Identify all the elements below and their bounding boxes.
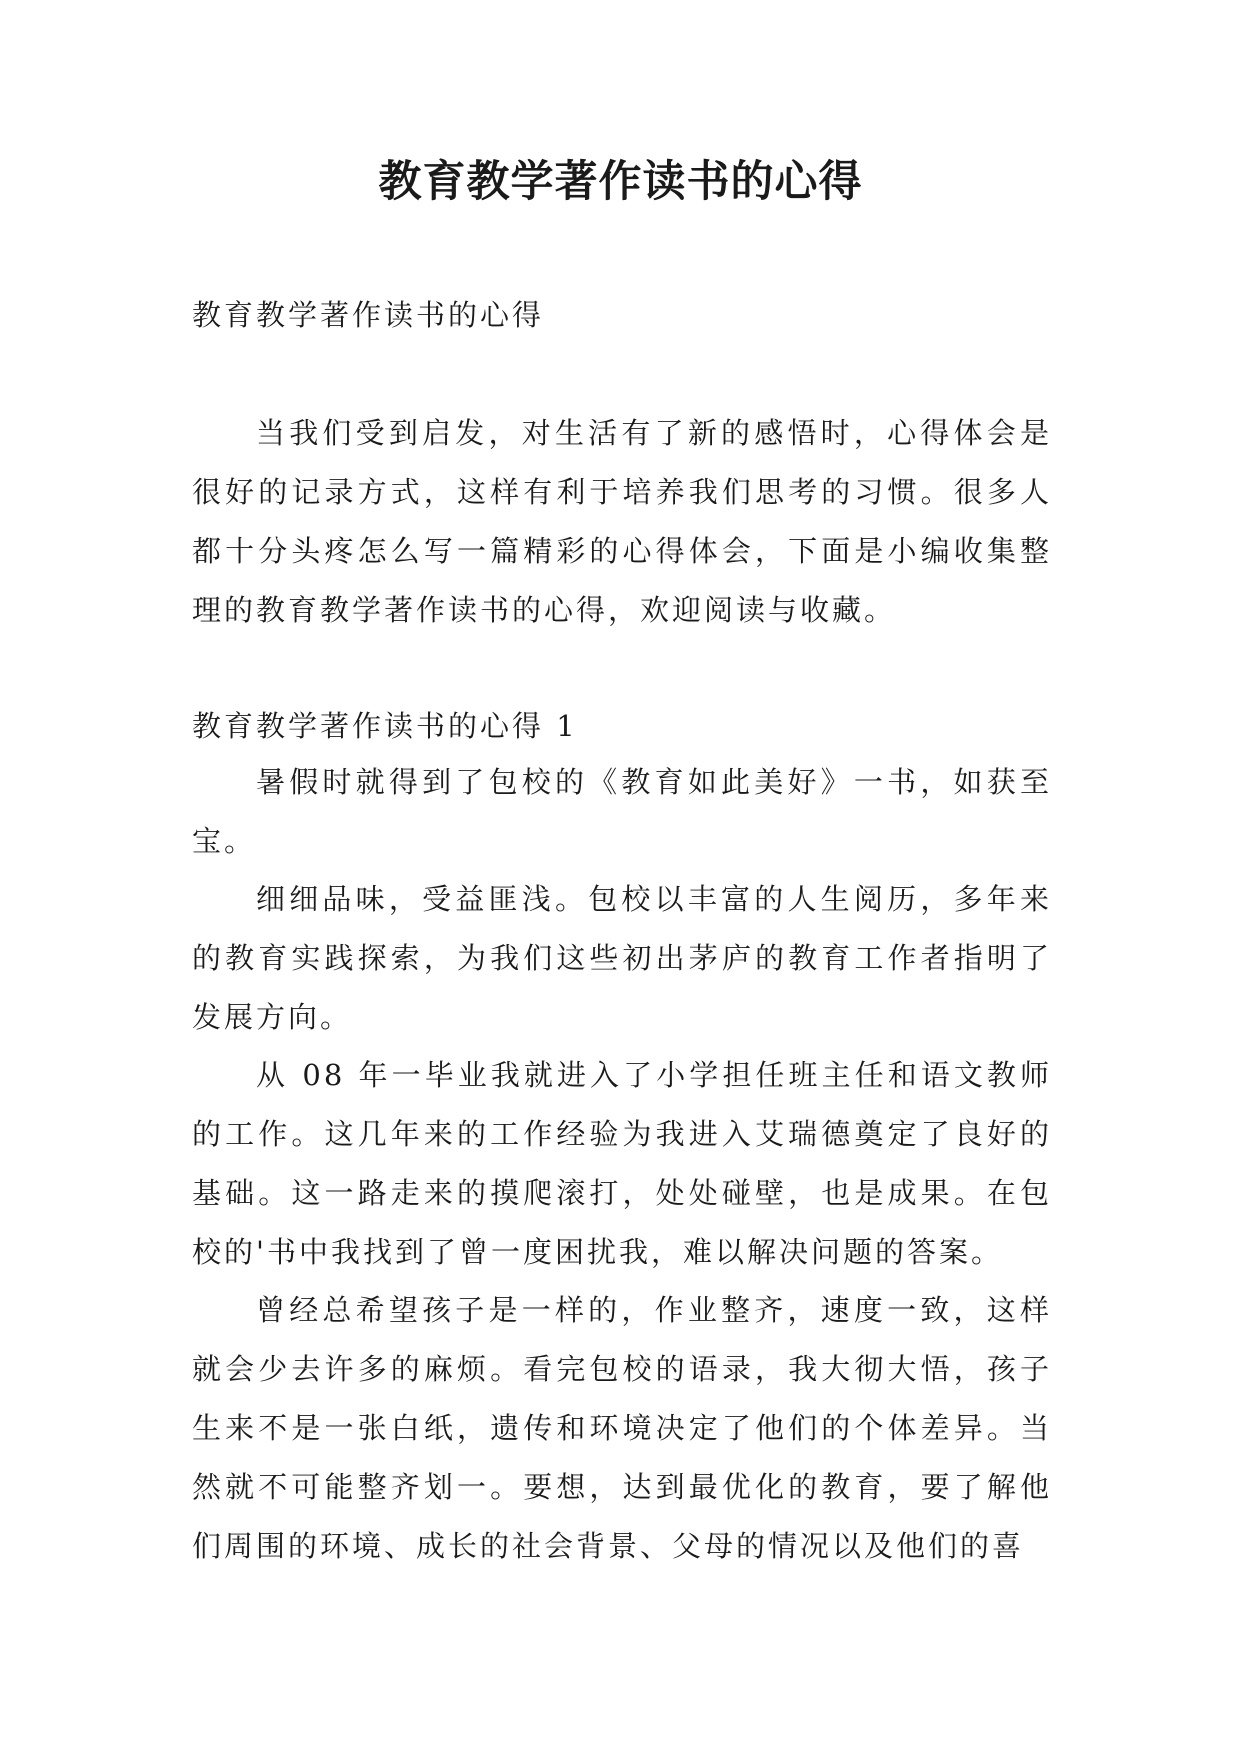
body-paragraph-2: 细细品味，受益匪浅。包校以丰富的人生阅历，多年来的教育实践探索，为我们这些初出茅庐的教育工作者指明了发展方向。 — [192, 882, 1052, 1034]
body-paragraph-4: 曾经总希望孩子是一样的，作业整齐，速度一致，这样就会少去许多的麻烦。看完包校的语录，我大彻大悟，孩子生来不是一张白纸，遗传和环境决定了他们的个体差异。当然就不可能整齐划一。要想，达到最优化的教育，要了解他们周围的环境、成长的社会背景、父母的情况以及他们的喜 — [192, 1293, 1052, 1563]
section-heading: 教育教学著作读书的心得 1 — [192, 709, 578, 743]
intro-paragraph: 当我们受到启发，对生活有了新的感悟时，心得体会是很好的记录方式，这样有利于培养我们思考的习惯。很多人都十分头疼怎么写一篇精彩的心得体会，下面是小编收集整理的教育教学著作读书的心得，欢迎阅读与收藏。 — [192, 416, 1052, 627]
document-subtitle: 教育教学著作读书的心得 — [192, 298, 545, 332]
body-paragraph-1: 暑假时就得到了包校的《教育如此美好》一书，如获至宝。 — [192, 765, 1052, 858]
body-paragraph-3: 从 08 年一毕业我就进入了小学担任班主任和语文教师的工作。这几年来的工作经验为我进入艾瑞德奠定了良好的基础。这一路走来的摸爬滚打，处处碰壁，也是成果。在包校的'书中我找到了曾一度困扰我，难以解决问题的答案。 — [192, 1058, 1052, 1269]
document-title: 教育教学著作读书的心得 — [378, 157, 863, 207]
